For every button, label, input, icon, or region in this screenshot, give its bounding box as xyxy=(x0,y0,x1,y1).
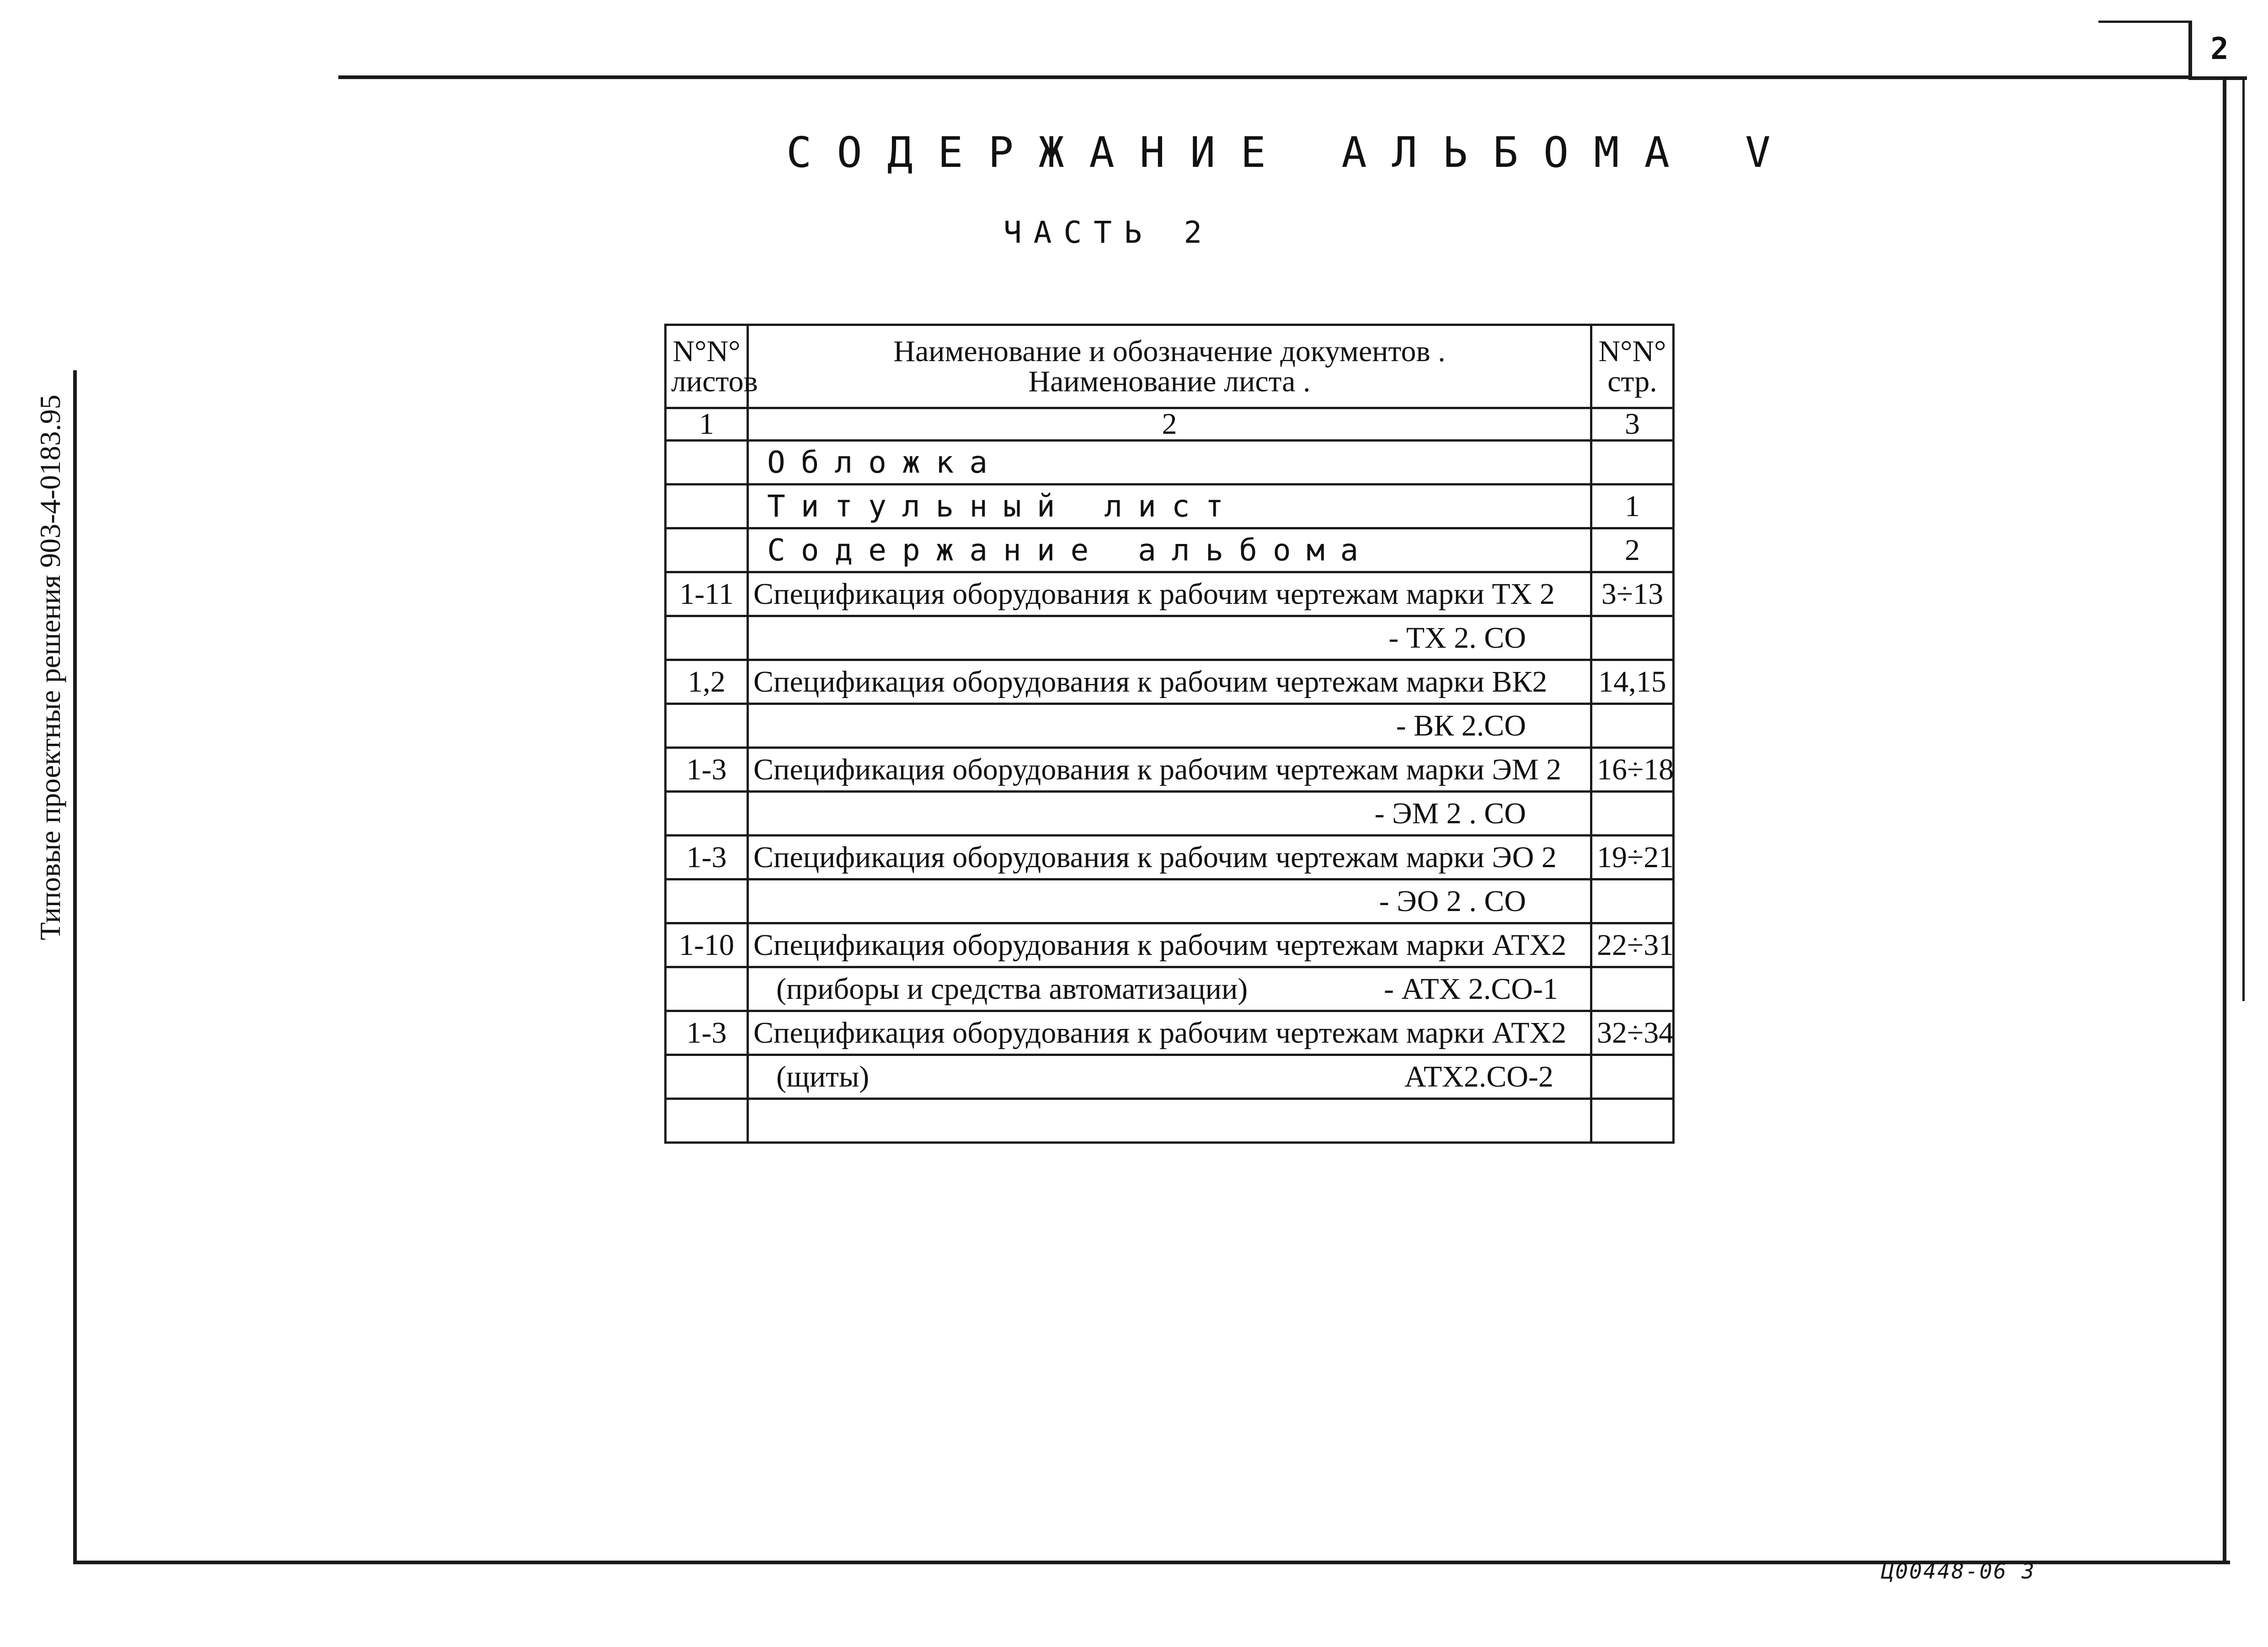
table-row xyxy=(666,967,1674,1011)
table-row xyxy=(666,704,1674,748)
table-row xyxy=(666,660,1674,704)
page-subtitle: ЧАСТЬ 2 xyxy=(1003,215,1214,250)
page-title: СОДЕРЖАНИЕ АЛЬБОМА V xyxy=(786,128,1796,177)
table-row xyxy=(666,441,1674,485)
header-sheets-line1: N°N° xyxy=(672,334,741,368)
pages-cell xyxy=(1591,1099,1674,1143)
pages-cell xyxy=(1591,879,1674,923)
side-series-label: Типовые проектные решения 903-4-0183.95 xyxy=(34,394,66,940)
pages-cell: 3÷13 xyxy=(1591,572,1674,616)
table-row xyxy=(666,616,1674,660)
sheets-cell xyxy=(666,967,748,1011)
sheets-cell: 1-3 xyxy=(666,836,748,879)
header-pages xyxy=(1591,325,1674,408)
pages-cell xyxy=(1591,1055,1674,1099)
right-border-line xyxy=(2223,78,2226,1564)
left-border-line xyxy=(73,370,77,1564)
name-cell: Спецификация оборудования к рабочим чертежам марки АТХ2 xyxy=(748,1011,1591,1055)
header-sheets xyxy=(666,325,758,408)
sheets-cell: 1-3 xyxy=(666,748,748,792)
column-number: 1 xyxy=(666,408,748,441)
sheets-cell xyxy=(666,485,748,528)
top-border-line xyxy=(338,75,2188,79)
note-and-designation xyxy=(753,974,1585,1004)
table-row xyxy=(666,792,1674,836)
name-cell: Спецификация оборудования к рабочим чертежам марки ВК2 xyxy=(748,660,1591,704)
note-text: (щиты) xyxy=(776,1060,870,1093)
table-row xyxy=(666,485,1674,528)
right-outer-line xyxy=(2242,78,2245,1001)
sheets-cell: 1-3 xyxy=(666,1011,748,1055)
sheets-cell xyxy=(666,441,748,485)
designation-text: АТХ2.СО-2 xyxy=(1404,1060,1553,1093)
table-row xyxy=(666,879,1674,923)
table-row xyxy=(666,748,1674,792)
sheets-cell xyxy=(666,704,748,748)
designation-text: - АТХ 2.СО-1 xyxy=(1384,972,1558,1006)
sheets-cell: 1-11 xyxy=(666,572,748,616)
page-number: 2 xyxy=(2188,21,2247,80)
table-row xyxy=(666,1011,1674,1055)
name-cell: Спецификация оборудования к рабочим чертежам марки АТХ2 xyxy=(748,923,1591,967)
pages-cell: 19÷21 xyxy=(1591,836,1674,879)
name-cell xyxy=(748,1055,1591,1099)
archive-stamp: Ц00448-06 3 xyxy=(1881,1559,2036,1583)
header-sheets-line2: листов xyxy=(671,364,758,398)
name-cell xyxy=(748,1099,1591,1143)
table-row xyxy=(666,1099,1674,1143)
designation-cell: - ВК 2.СО xyxy=(748,704,1591,748)
header-pages-line1: N°N° xyxy=(1598,334,1666,368)
table-header-row xyxy=(666,325,1674,408)
pages-cell: 22÷31 xyxy=(1591,923,1674,967)
name-cell: Спецификация оборудования к рабочим чертежам марки ЭМ 2 xyxy=(748,748,1591,792)
name-cell xyxy=(748,967,1591,1011)
pages-cell: 16÷18 xyxy=(1591,748,1674,792)
pages-cell: 2 xyxy=(1591,528,1674,572)
name-cell: Обложка xyxy=(748,441,1591,485)
note-text: (приборы и средства автоматизации) xyxy=(776,972,1248,1006)
name-cell: Титульный лист xyxy=(748,485,1591,528)
column-number: 3 xyxy=(1591,408,1674,441)
sheets-cell xyxy=(666,616,748,660)
header-pages-line2: стр. xyxy=(1607,364,1657,398)
pages-cell: 32÷34 xyxy=(1591,1011,1674,1055)
designation-cell: - ЭО 2 . СО xyxy=(748,879,1591,923)
name-cell: Спецификация оборудования к рабочим чертежам марки ТХ 2 xyxy=(748,572,1591,616)
pages-cell: 1 xyxy=(1591,485,1674,528)
pages-cell xyxy=(1591,792,1674,836)
table-row xyxy=(666,572,1674,616)
pages-cell xyxy=(1591,704,1674,748)
designation-cell: - ТХ 2. СО xyxy=(748,616,1591,660)
table-row xyxy=(666,836,1674,879)
table-row xyxy=(666,1055,1674,1099)
sheets-cell: 1,2 xyxy=(666,660,748,704)
pages-cell xyxy=(1591,441,1674,485)
sheets-cell: 1-10 xyxy=(666,923,748,967)
sheets-cell xyxy=(666,528,748,572)
header-name xyxy=(748,325,1591,408)
name-cell: Спецификация оборудования к рабочим чертежам марки ЭО 2 xyxy=(748,836,1591,879)
sheets-cell xyxy=(666,792,748,836)
header-name-line1: Наименование и обозначение документов . xyxy=(893,334,1446,368)
pages-cell: 14,15 xyxy=(1591,660,1674,704)
column-number-row xyxy=(666,408,1674,441)
pages-cell xyxy=(1591,967,1674,1011)
name-cell: Содержание альбома xyxy=(748,528,1591,572)
pages-cell xyxy=(1591,616,1674,660)
column-number: 2 xyxy=(748,408,1591,441)
designation-cell: - ЭМ 2 . СО xyxy=(748,792,1591,836)
note-and-designation xyxy=(753,1062,1585,1092)
sheets-cell xyxy=(666,1055,748,1099)
table-row xyxy=(666,923,1674,967)
table-row xyxy=(666,528,1674,572)
sheets-cell xyxy=(666,1099,748,1143)
corner-top-line xyxy=(2098,21,2190,23)
sheets-cell xyxy=(666,879,748,923)
header-name-line2: Наименование листа . xyxy=(1028,364,1311,398)
contents-table xyxy=(664,324,1675,1144)
